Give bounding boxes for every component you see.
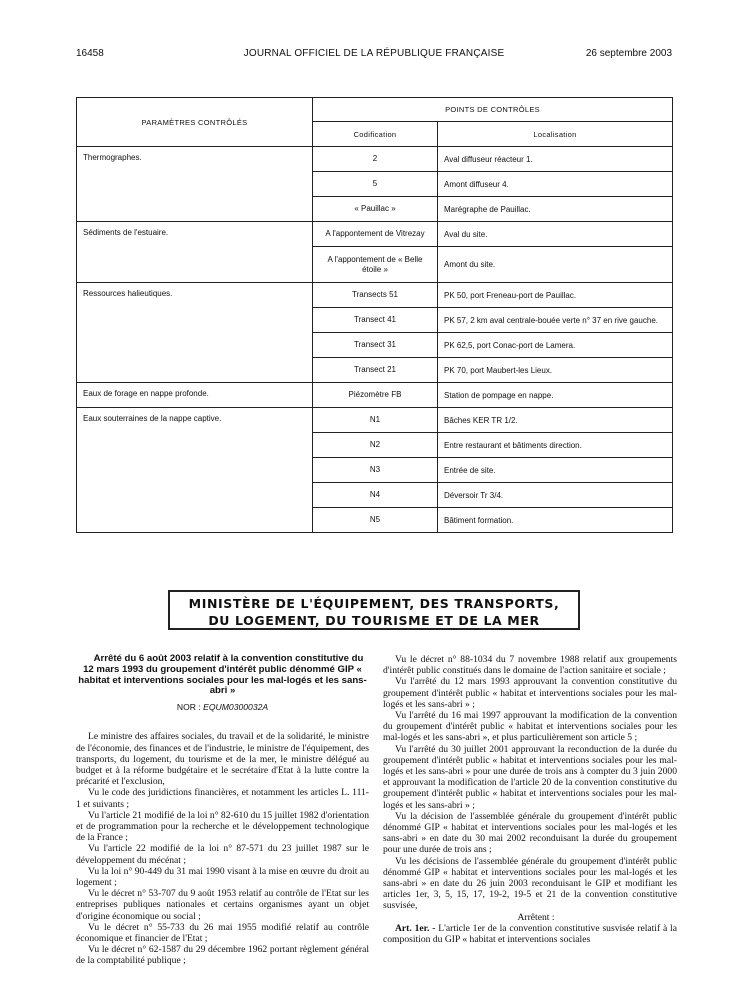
code-cell: 2 — [313, 147, 438, 172]
header-parametres: PARAMÈTRES CONTRÔLÉS — [77, 98, 313, 147]
code-cell: N3 — [313, 458, 438, 483]
header-localisation: Localisation — [438, 122, 673, 147]
nor-reference — [76, 702, 369, 713]
code-cell: Transect 21 — [313, 358, 438, 383]
localisation-cell: Amont du site. — [438, 247, 673, 283]
code-cell: N5 — [313, 508, 438, 533]
table-row — [77, 147, 673, 172]
ministry-line-2: DU LOGEMENT, DU TOURISME ET DE LA MER — [208, 613, 540, 628]
localisation-cell: PK 50, port Freneau-port de Pauillac. — [438, 283, 673, 308]
param-cell: Thermographes. — [77, 147, 313, 222]
localisation-cell: Entrée de site. — [438, 458, 673, 483]
arretent-heading: Arrêtent : — [517, 911, 555, 923]
left-paragraphs — [76, 731, 369, 966]
localisation-cell: PK 57, 2 km aval centrale-bouée verte n° 37 en rive gauche. — [438, 308, 673, 333]
code-cell: N2 — [313, 433, 438, 458]
paragraph: Vu la loi n° 90-449 du 31 mai 1990 visant à la mise en œuvre du droit au logement ; — [76, 865, 369, 889]
decree-title: Arrêté du 6 août 2003 relatif à la convention constitutive du 12 mars 1993 du groupement d'intérêt public dénommé GIP « habitat et interventions sociales pour les mal-logés et les sans-abri » — [78, 653, 367, 697]
header-codification: Codification — [313, 122, 438, 147]
paragraph: Vu le décret n° 53-707 du 9 août 1953 relatif au contrôle de l'Etat sur les entreprises publiques nationales et certains organismes ayant un objet d'origine économique ou social ; — [76, 888, 369, 922]
table-row — [77, 283, 673, 308]
localisation-cell: Marégraphe de Pauillac. — [438, 197, 673, 222]
paragraph: Vu l'arrêté du 16 mai 1997 approuvant la modification de la convention du groupement d'intérêt public « habitat et interventions sociales pour les mal-logés et les sans-abri », et plus particulièrement son article 5 ; — [383, 710, 677, 744]
paragraph: Vu l'arrêté du 30 juillet 2001 approuvant la reconduction de la durée du groupement d'intérêt public « habitat et interventions sociales pour les mal-logés et les sans-abri » pour une durée de trois ans à compter du 3 juin 2000 et approuvant la modification de l'article 20 de la convention constitutive du groupement d'intérêt public « habitat et interventions sociales pour les mal-logés et les sans-abri » ; — [383, 743, 677, 811]
param-cell: Sédiments de l'estuaire. — [77, 222, 313, 283]
localisation-cell: Aval du site. — [438, 222, 673, 247]
article-1-text: L'article 1er de la convention constitutive susvisée relatif à la composition du GIP « habitat et interventions sociales — [383, 922, 677, 946]
article-1 — [383, 923, 677, 945]
control-points-table — [76, 97, 673, 533]
param-cell: Ressources halieutiques. — [77, 283, 313, 383]
code-cell: Transect 31 — [313, 333, 438, 358]
param-cell: Eaux souterraines de la nappe captive. — [77, 408, 313, 533]
localisation-cell: PK 62,5, port Conac-port de Lamera. — [438, 333, 673, 358]
table-header-row — [77, 98, 673, 122]
paragraph: Vu les décisions de l'assemblée générale du groupement d'intérêt public dénommé GIP « habitat et interventions sociales pour les mal-logés et les sans-abri » en date du 26 juin 2003 reconduisant le GIP et modifiant les articles 1er, 3, 5, 15, 17, 19-2, 19-5 et 21 de la convention constitutive susvisée, — [383, 855, 677, 912]
code-cell: Transect 41 — [313, 308, 438, 333]
ministry-banner — [168, 590, 580, 630]
code-cell: Transects 51 — [313, 283, 438, 308]
code-cell: A l'appontement de Vitrezay — [313, 222, 438, 247]
paragraph: Vu le code des juridictions financières, et notamment les articles L. 111-1 et suivants ; — [76, 787, 369, 810]
code-cell: N1 — [313, 408, 438, 433]
page-number: 16458 — [76, 48, 104, 59]
nor-code: EQUM0300032A — [203, 702, 269, 713]
journal-title: JOURNAL OFFICIEL DE LA RÉPUBLIQUE FRANÇAISE — [243, 48, 505, 59]
publication-date: 26 septembre 2003 — [585, 48, 672, 59]
localisation-cell: Bâches KER TR 1/2. — [438, 408, 673, 433]
table-row — [77, 408, 673, 433]
code-cell: Piézomètre FB — [313, 383, 438, 408]
paragraph: Vu l'arrêté du 12 mars 1993 approuvant la convention constitutive du groupement d'intérêt public « habitat et interventions sociales pour les mal-logés et les sans-abri » ; — [383, 676, 677, 710]
paragraph: Vu le décret n° 88-1034 du 7 novembre 1988 relatif aux groupements d'intérêt public constitués dans le domaine de l'action sanitaire et sociale ; — [383, 654, 677, 677]
code-cell: N4 — [313, 483, 438, 508]
paragraph: Vu le décret n° 55-733 du 26 mai 1955 modifié relatif au contrôle économique et financier de l'Etat ; — [76, 921, 369, 945]
paragraph: Vu l'article 21 modifié de la loi n° 82-610 du 15 juillet 1982 d'orientation et de programmation pour la recherche et le développement technologique de la France ; — [76, 809, 369, 844]
localisation-cell: Aval diffuseur réacteur 1. — [438, 147, 673, 172]
right-paragraphs — [383, 654, 677, 912]
decree-left-column — [76, 654, 369, 967]
localisation-cell: Station de pompage en nappe. — [438, 383, 673, 408]
page-header — [76, 48, 672, 62]
article-1-label: Art. 1er. - — [395, 922, 436, 934]
paragraph: Vu la décision de l'assemblée générale du groupement d'intérêt public dénommé GIP « habitat et interventions sociales pour les mal-logés et les sans-abri » en date du 30 mai 2002 reconduisant la durée du groupement pour une durée de trois ans ; — [383, 810, 677, 856]
table-row — [77, 383, 673, 408]
paragraph: Le ministre des affaires sociales, du travail et de la solidarité, le ministre de l'économie, des finances et de l'industrie, le ministre de l'équipement, des transports, du logement, du tourisme et de la mer, le ministre délégué au budget et à la réforme budgétaire et le secrétaire d'Etat à la lutte contre la précarité et l'exclusion, — [76, 731, 369, 788]
code-cell: 5 — [313, 172, 438, 197]
localisation-cell: Bâtiment formation. — [438, 508, 673, 533]
paragraph: Vu l'article 22 modifié de la loi n° 87-571 du 23 juillet 1987 sur le développement du mécénat ; — [76, 843, 369, 866]
code-cell: A l'appontement de « Belle étoile » — [313, 247, 438, 283]
header-points: POINTS DE CONTRÔLES — [313, 98, 673, 122]
param-cell: Eaux de forage en nappe profonde. — [77, 383, 313, 408]
decree-right-column — [383, 654, 677, 945]
localisation-cell: PK 70, port Maubert-les Lieux. — [438, 358, 673, 383]
localisation-cell: Déversoir Tr 3/4. — [438, 483, 673, 508]
nor-label: NOR : — [176, 702, 201, 713]
code-cell: « Pauillac » — [313, 197, 438, 222]
localisation-cell: Amont diffuseur 4. — [438, 172, 673, 197]
table-row — [77, 222, 673, 247]
ministry-line-1: MINISTÈRE DE L'ÉQUIPEMENT, DES TRANSPORTS, — [188, 596, 560, 611]
paragraph: Vu le décret n° 62-1587 du 29 décembre 1962 portant règlement général de la comptabilité publique ; — [76, 944, 369, 967]
localisation-cell: Entre restaurant et bâtiments direction. — [438, 433, 673, 458]
